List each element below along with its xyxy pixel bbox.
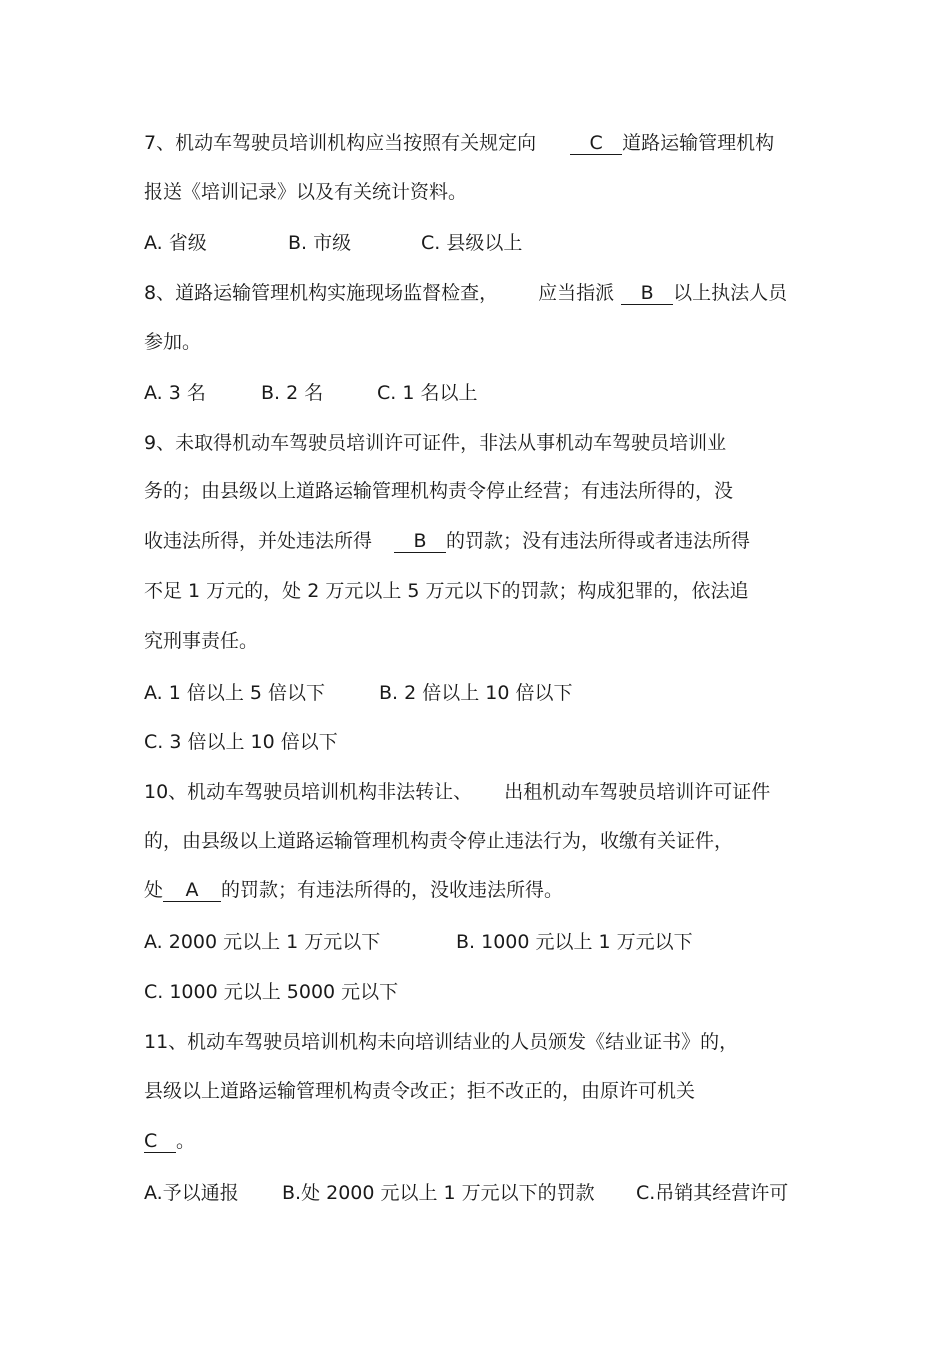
q10-text-b: 出租机动车驾驶员培训许可证件: [504, 781, 771, 803]
q11-line2: 县级以上道路运输管理机构责令改正；拒不改正的，由原许可机关: [144, 1080, 696, 1102]
q10-option-a: A. 2000 元以上 1 万元以下: [144, 931, 381, 953]
q11-option-b: B.处 2000 元以上 1 万元以下的罚款: [282, 1182, 595, 1204]
q8-option-c: C. 1 名以上: [377, 382, 478, 404]
q9-option-c: C. 3 倍以上 10 倍以下: [144, 731, 338, 753]
q11-text-end: 。: [176, 1130, 196, 1152]
q10-text-a: 10、机动车驾驶员培训机构非法转让、: [144, 781, 473, 803]
q8-text-a: 8、道路运输管理机构实施现场监督检查，: [144, 282, 499, 304]
q9-line3: [144, 528, 750, 554]
q11-options: [144, 1180, 788, 1206]
q9-text-b: 的罚款；没有违法所得或者违法所得: [446, 530, 751, 552]
q10-line1: [144, 779, 770, 805]
q9-answer-blank: B: [394, 530, 446, 553]
q11-option-a: A.予以通报: [144, 1182, 239, 1204]
q8-option-a: A. 3 名: [144, 382, 206, 404]
q10-option-c: C. 1000 元以上 5000 元以下: [144, 981, 399, 1003]
q8-line2: 参加。: [144, 331, 202, 353]
q10-text-b2: 的罚款；有违法所得的，没收违法所得。: [221, 879, 564, 901]
q7-line2: 报送《培训记录》以及有关统计资料。: [144, 181, 468, 203]
q10-option-b: B. 1000 元以上 1 万元以下: [456, 931, 693, 953]
q9-option-a: A. 1 倍以上 5 倍以下: [144, 682, 326, 704]
q7-option-c: C. 县级以上: [421, 232, 523, 254]
q7-options: [144, 230, 522, 256]
q10-text-a2: 处: [144, 879, 164, 901]
q11-line3: [144, 1128, 195, 1154]
q8-line1: [144, 280, 787, 306]
q7-text-b: 道路运输管理机构: [622, 132, 775, 154]
q11-line1: 11、机动车驾驶员培训机构未向培训结业的人员颁发《结业证书》的，: [144, 1031, 739, 1053]
q8-options: [144, 380, 477, 406]
q7-text-a: 7、机动车驾驶员培训机构应当按照有关规定向: [144, 132, 537, 154]
q9-line1: 9、未取得机动车驾驶员培训许可证件，非法从事机动车驾驶员培训业: [144, 432, 727, 454]
q11-option-c: C.吊销其经营许可: [636, 1182, 789, 1204]
q10-line3: [144, 877, 563, 903]
q9-text-a: 收违法所得，并处违法所得: [144, 530, 373, 552]
q10-line2: 的，由县级以上道路运输管理机构责令停止违法行为，收缴有关证件，: [144, 830, 734, 852]
q9-line5: 究刑事责任。: [144, 630, 259, 652]
q8-text-c: 以上执法人员: [673, 282, 788, 304]
q8-answer-blank: B: [621, 282, 673, 305]
q9-line2: 务的；由县级以上道路运输管理机构责令停止经营；有违法所得的，没: [144, 480, 734, 502]
q9-option-b: B. 2 倍以上 10 倍以下: [379, 682, 573, 704]
q7-line1: [144, 130, 774, 156]
q7-option-a: A. 省级: [144, 232, 207, 254]
q10-answer-blank: A: [163, 879, 221, 902]
q8-option-b: B. 2 名: [261, 382, 324, 404]
q9-line4: 不足 1 万元的，处 2 万元以上 5 万元以下的罚款；构成犯罪的，依法追: [144, 580, 749, 602]
q7-answer-blank: C: [570, 132, 622, 155]
q7-option-b: B. 市级: [288, 232, 352, 254]
q11-answer-blank: C: [144, 1130, 176, 1153]
q10-options-ab: [144, 929, 693, 955]
q9-options-ab: [144, 680, 573, 706]
q8-text-b: 应当指派: [538, 282, 615, 304]
